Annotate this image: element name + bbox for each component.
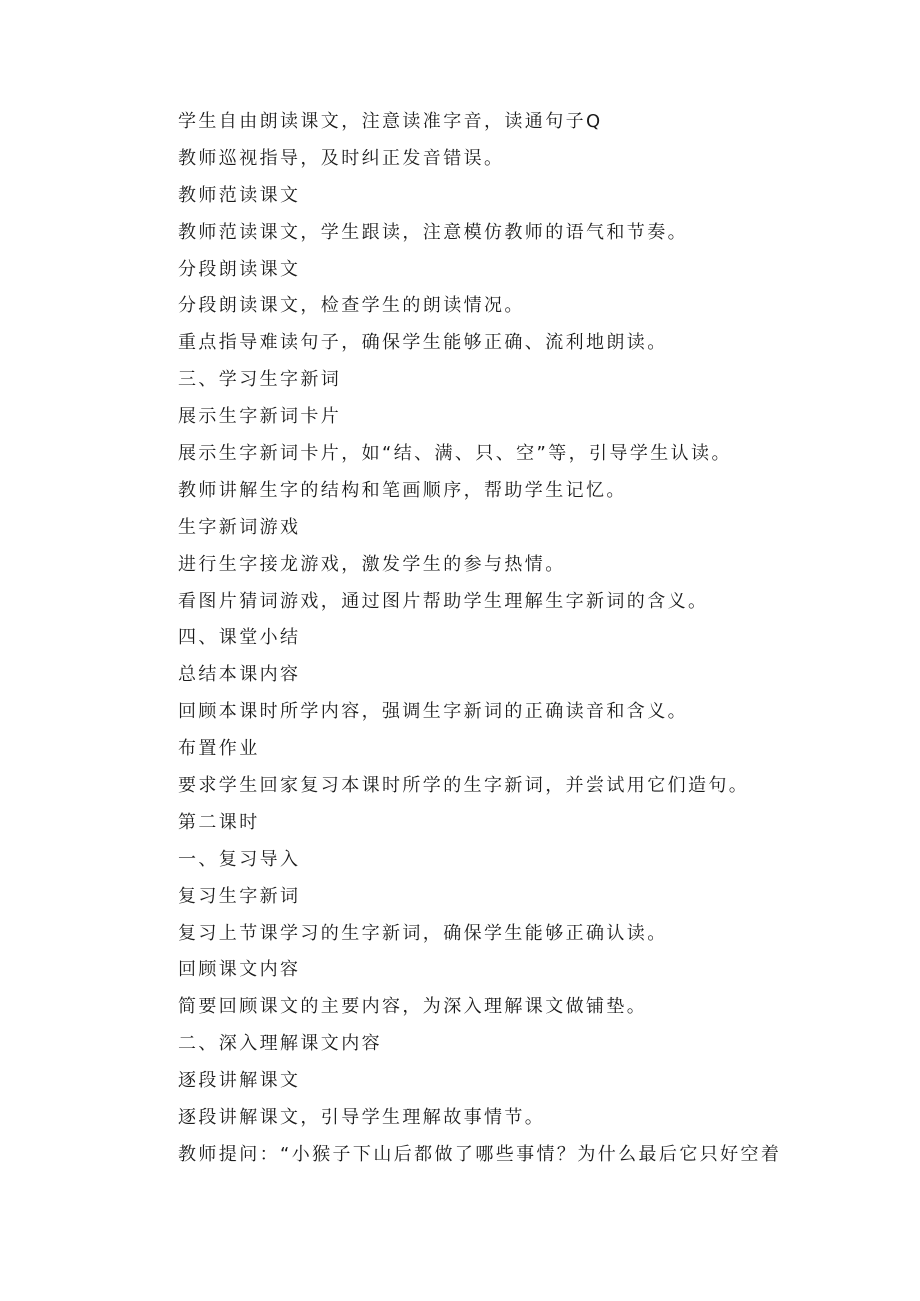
text-line: 进行生字接龙游戏，激发学生的参与热情。 — [178, 553, 566, 575]
text-line: 回顾本课时所学内容，强调生字新词的正确读音和含义。 — [178, 701, 688, 723]
text-line: 教师范读课文，学生跟读，注意模仿教师的语气和节奏。 — [178, 221, 688, 243]
section-heading: 复习生字新词 — [178, 885, 301, 907]
section-heading: 第二课时 — [178, 811, 260, 833]
section-heading: 逐段讲解课文 — [178, 1070, 301, 1092]
text-line: 看图片猜词游戏，通过图片帮助学生理解生字新词的含义。 — [178, 590, 709, 612]
section-heading: 一、复习导入 — [178, 848, 301, 870]
text-line: 教师提问：“小猴子下山后都做了哪些事情？为什么最后它只好空着 — [178, 1143, 782, 1165]
text-line: 展示生字新词卡片，如“结、满、只、空”等，引导学生认读。 — [178, 443, 732, 465]
section-heading: 分段朗读课文 — [178, 258, 301, 280]
text-line: 教师讲解生字的结构和笔画顺序，帮助学生记忆。 — [178, 479, 627, 501]
section-heading: 布置作业 — [178, 738, 260, 760]
section-heading: 二、深入理解课文内容 — [178, 1033, 382, 1055]
text-line: 分段朗读课文，检查学生的朗读情况。 — [178, 295, 525, 317]
text-line: 重点指导难读句子，确保学生能够正确、流利地朗读。 — [178, 332, 668, 354]
section-heading: 总结本课内容 — [178, 664, 301, 686]
section-heading: 四、课堂小结 — [178, 627, 301, 649]
text-line: 简要回顾课文的主要内容，为深入理解课文做铺垫。 — [178, 996, 648, 1018]
section-heading: 教师范读课文 — [178, 184, 301, 206]
text-line: 要求学生回家复习本课时所学的生字新词，并尝试用它们造句。 — [178, 775, 750, 797]
document-body — [178, 104, 818, 1174]
text-line: 复习上节课学习的生字新词，确保学生能够正确认读。 — [178, 922, 668, 944]
text-line: 教师巡视指导，及时纠正发音错误。 — [178, 147, 505, 169]
section-heading: 生字新词游戏 — [178, 516, 301, 538]
section-heading: 三、学习生字新词 — [178, 369, 342, 391]
section-heading: 展示生字新词卡片 — [178, 406, 342, 428]
text-line: 学生自由朗读课文，注意读准字音，读通句子Q — [178, 111, 603, 132]
text-line: 逐段讲解课文，引导学生理解故事情节。 — [178, 1107, 546, 1129]
section-heading: 回顾课文内容 — [178, 959, 301, 981]
